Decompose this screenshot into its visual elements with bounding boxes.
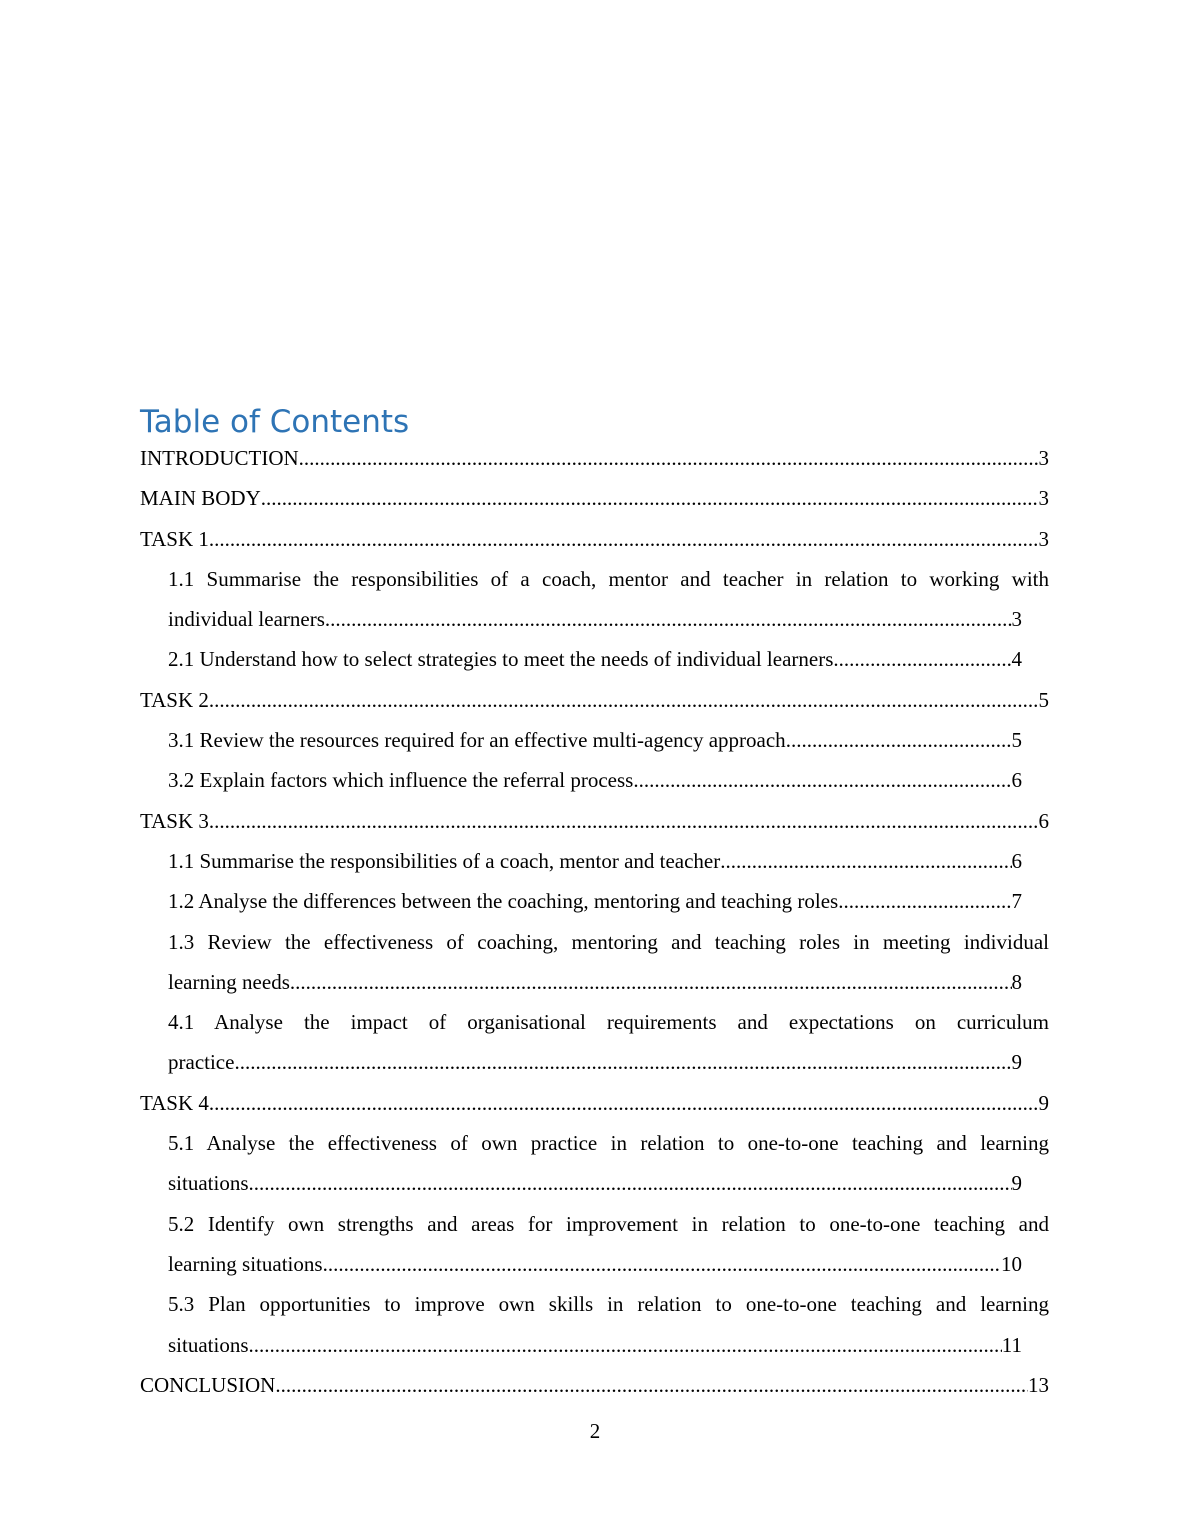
toc-entry-task3-4-1[interactable] — [140, 1002, 1049, 1083]
toc-entry-label-line2: learning needs — [168, 969, 290, 994]
toc-page-number: 3 — [1011, 607, 1022, 632]
toc-entry-introduction[interactable] — [140, 438, 1049, 478]
toc-entry-task4-5-2[interactable] — [140, 1204, 1049, 1285]
toc-entry-task-4[interactable] — [140, 1083, 1049, 1123]
toc-entry-label-line1: 1.3 Review the effectiveness of coaching, mentoring and teaching roles in meeting individual — [168, 929, 1049, 954]
toc-page-number: 9 — [1011, 1050, 1022, 1075]
toc-entry-label-line1: 5.3 Plan opportunities to improve own skills in relation to one-to-one teaching and learning — [168, 1292, 1049, 1317]
toc-entry-label: 1.1 Summarise the responsibilities of a coach, mentor and teacher — [168, 848, 721, 873]
toc-entry-label: 3.2 Explain factors which influence the referral process — [168, 768, 634, 793]
toc-entry-task3-1-2[interactable] — [140, 881, 1049, 921]
toc-page-number: 3 — [1038, 486, 1049, 511]
toc-page-number: 11 — [1001, 1332, 1022, 1357]
toc-entry-label: INTRODUCTION — [140, 446, 299, 470]
toc-entry-task-1[interactable] — [140, 519, 1049, 559]
table-of-contents — [140, 438, 1049, 1405]
toc-entry-label: 1.2 Analyse the differences between the coaching, mentoring and teaching roles — [168, 889, 839, 914]
toc-entry-label-line1: 4.1 Analyse the impact of organisational requirements and expectations on curriculum — [168, 1010, 1049, 1035]
toc-entry-task1-1-1[interactable] — [140, 559, 1049, 640]
toc-entry-label-line2: situations — [168, 1171, 249, 1196]
toc-page-number: 5 — [1011, 728, 1022, 753]
toc-page-number: 6 — [1011, 848, 1022, 873]
dot-leader — [249, 1325, 1002, 1365]
dot-leader — [234, 1042, 1011, 1082]
toc-entry-label: TASK 3 — [140, 808, 209, 833]
toc-page-number: 9 — [1011, 1171, 1022, 1196]
dot-leader — [209, 801, 1039, 841]
page-number: 2 — [589, 1419, 601, 1443]
toc-entry-label-line2: learning situations — [168, 1251, 323, 1276]
toc-entry-task-3[interactable] — [140, 801, 1049, 841]
toc-page-number: 10 — [1001, 1251, 1022, 1276]
dot-leader — [720, 841, 1011, 881]
toc-entry-label: 2.1 Understand how to select strategies to meet the needs of individual learners — [168, 647, 834, 672]
toc-entry-label-line1: 5.2 Identify own strengths and areas for improvement in relation to one-to-one teaching and — [168, 1211, 1049, 1236]
page-title: Table of Contents — [140, 404, 410, 440]
dot-leader — [833, 639, 1011, 679]
toc-entry-label-line2: practice — [168, 1050, 235, 1075]
toc-entry-task3-1-3[interactable] — [140, 922, 1049, 1003]
dot-leader — [275, 1365, 1028, 1405]
toc-page-number: 5 — [1038, 687, 1049, 712]
dot-leader — [323, 1244, 1001, 1284]
toc-page-number: 6 — [1011, 768, 1022, 793]
toc-entry-task2-3-2[interactable] — [140, 760, 1049, 800]
toc-page-number: 7 — [1011, 889, 1022, 914]
toc-page-number: 9 — [1038, 1090, 1049, 1115]
toc-page-number: 3 — [1038, 446, 1049, 470]
toc-entry-label-line1: 5.1 Analyse the effectiveness of own practice in relation to one-to-one teaching and learning — [168, 1131, 1049, 1156]
toc-entry-task4-5-1[interactable] — [140, 1123, 1049, 1204]
dot-leader — [290, 962, 1012, 1002]
toc-entry-label: TASK 2 — [140, 687, 209, 712]
toc-entry-conclusion[interactable] — [140, 1365, 1049, 1405]
toc-entry-label-line2: situations — [168, 1332, 249, 1357]
dot-leader — [209, 680, 1039, 720]
toc-entry-label-line1: 1.1 Summarise the responsibilities of a coach, mentor and teacher in relation to working with — [168, 566, 1049, 591]
toc-entry-task1-2-1[interactable] — [140, 639, 1049, 679]
toc-entry-label: 3.1 Review the resources required for an effective multi-agency approach — [168, 728, 786, 753]
dot-leader — [209, 519, 1039, 559]
dot-leader — [261, 478, 1039, 518]
dot-leader — [325, 599, 1012, 639]
toc-entry-label-line2: individual learners — [168, 607, 325, 632]
toc-page-number: 3 — [1038, 526, 1049, 551]
dot-leader — [299, 438, 1039, 478]
toc-entry-label: MAIN BODY — [140, 486, 261, 511]
dot-leader — [633, 760, 1011, 800]
dot-leader — [249, 1163, 1012, 1203]
dot-leader — [838, 881, 1011, 921]
toc-page-number: 13 — [1028, 1372, 1049, 1397]
toc-entry-label: CONCLUSION — [140, 1372, 276, 1397]
toc-page-number: 6 — [1038, 808, 1049, 833]
toc-entry-label: TASK 4 — [140, 1090, 209, 1115]
toc-entry-task2-3-1[interactable] — [140, 720, 1049, 760]
toc-entry-task-2[interactable] — [140, 680, 1049, 720]
toc-page-number: 4 — [1011, 647, 1022, 672]
toc-page-number: 8 — [1011, 969, 1022, 994]
toc-entry-task4-5-3[interactable] — [140, 1284, 1049, 1365]
dot-leader — [209, 1083, 1039, 1123]
toc-entry-label: TASK 1 — [140, 526, 209, 551]
dot-leader — [786, 720, 1012, 760]
toc-entry-task3-1-1[interactable] — [140, 841, 1049, 881]
toc-entry-main-body[interactable] — [140, 478, 1049, 518]
